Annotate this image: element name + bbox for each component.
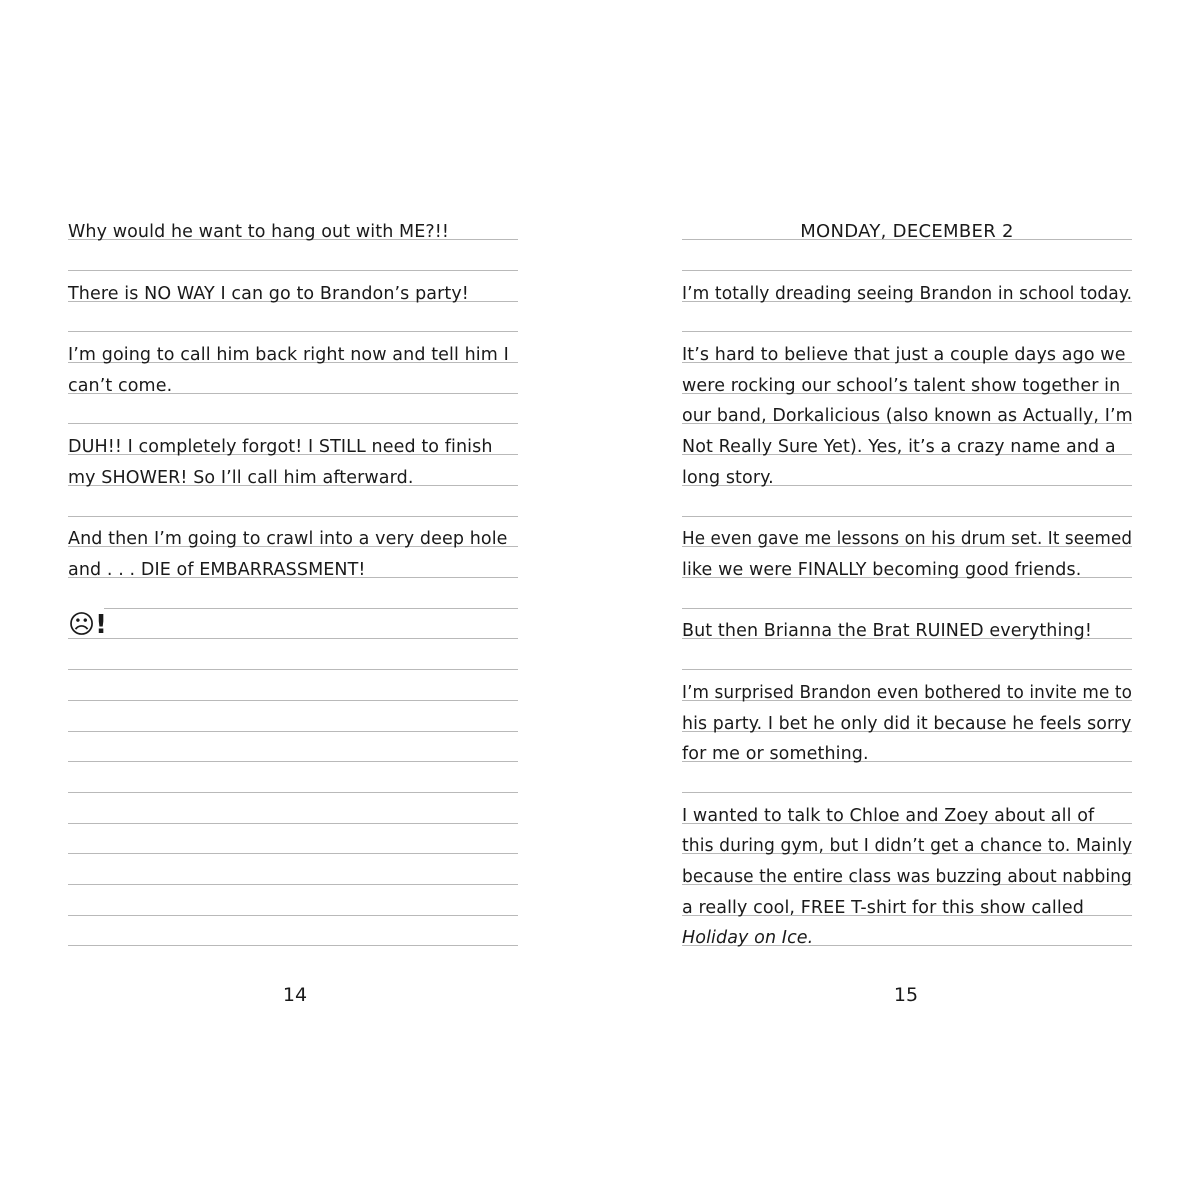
page-number: 15 [893,984,919,1006]
ruled-line [68,823,518,824]
diary-line: can’t come. [68,376,173,396]
diary-line: I’m totally dreading seeing Brandon in school today. [682,284,1133,304]
diary-line: He even gave me lessons on his drum set. It seemed [682,529,1133,549]
frown-emoticon: ☹! [68,610,107,640]
ruled-line [682,669,1132,670]
diary-line: this during gym, but I didn’t get a chance to. Mainly [682,836,1133,856]
diary-line: long story. [682,468,774,488]
ruled-line [68,700,518,701]
diary-line: my SHOWER! So I’ll call him afterward. [68,468,414,488]
diary-line: And then I’m going to crawl into a very deep hole [68,529,508,549]
diary-line: his party. I bet he only did it because he feels sorry [682,714,1132,734]
diary-line: But then Brianna the Brat RUINED everything! [682,621,1092,641]
diary-line: our band, Dorkalicious (also known as Actually, I’m [682,406,1133,426]
diary-line: Why would he want to hang out with ME?!! [68,222,450,242]
ruled-line [682,516,1132,517]
diary-line: for me or something. [682,744,869,764]
diary-line: because the entire class was buzzing about nabbing [682,867,1132,887]
left-page [68,0,518,1200]
ruled-line [104,608,518,609]
ruled-line [68,638,518,639]
date-heading: MONDAY, DECEMBER 2 [800,221,1014,242]
ruled-line [68,792,518,793]
diary-line: It’s hard to believe that just a couple days ago we [682,345,1126,365]
page-number: 14 [282,984,308,1006]
ruled-line [682,270,1132,271]
diary-line: DUH!! I completely forgot! I STILL need to finish [68,437,493,457]
ruled-line [68,915,518,916]
ruled-line [68,731,518,732]
diary-line: a really cool, FREE T-shirt for this show called [682,898,1084,918]
diary-line: were rocking our school’s talent show together in [682,376,1121,396]
ruled-line [68,853,518,854]
diary-line: I’m going to call him back right now and tell him I [68,345,509,365]
ruled-line [68,331,518,332]
ruled-line [682,331,1132,332]
diary-line-italic: Holiday on Ice. [682,928,814,948]
ruled-line [68,423,518,424]
diary-line: like we were FINALLY becoming good friends. [682,560,1082,580]
diary-line: There is NO WAY I can go to Brandon’s party! [68,284,469,304]
ruled-line [68,516,518,517]
diary-line: Not Really Sure Yet). Yes, it’s a crazy name and a [682,437,1116,457]
ruled-line [68,270,518,271]
diary-line: and . . . DIE of EMBARRASSMENT! [68,560,366,580]
ruled-line [68,761,518,762]
ruled-line [68,669,518,670]
ruled-line [682,608,1132,609]
ruled-line [682,792,1132,793]
ruled-line [68,945,518,946]
diary-line: I wanted to talk to Chloe and Zoey about all of [682,806,1095,826]
diary-line: I’m surprised Brandon even bothered to invite me to [682,683,1133,703]
ruled-line [68,884,518,885]
right-page [682,0,1132,1200]
